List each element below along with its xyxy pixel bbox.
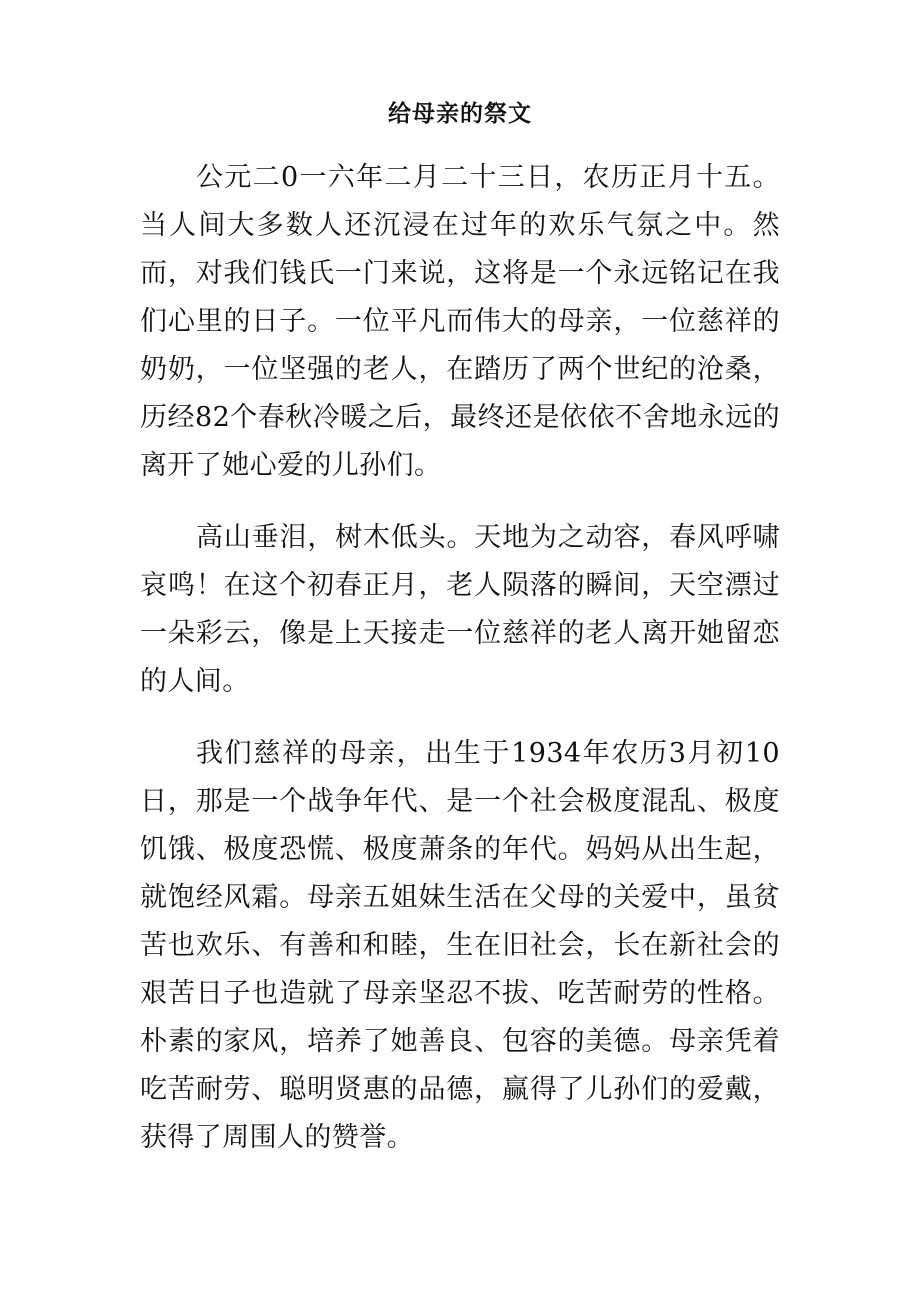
paragraph-3: 我们慈祥的母亲，出生于1934年农历3月初10日，那是一个战争年代、是一个社会极度混乱、极度饥饿、极度恐慌、极度萧条的年代。妈妈从出生起，就饱经风霜。母亲五姐妹生活在父母的关爱中，虽贫苦也欢乐、有善和和睦，生在旧社会，长在新社会的艰苦日子也造就了母亲坚忍不拔、吃苦耐劳的性格。朴素的家风，培养了她善良、包容的美德。母亲凭着吃苦耐劳、聪明贤惠的品德，赢得了儿孙们的爱戴，获得了周围人的赞誉。 xyxy=(140,738,780,1153)
paragraph-2: 高山垂泪，树木低头。天地为之动容，春风呼啸哀鸣！在这个初春正月，老人陨落的瞬间，天空漂过一朵彩云，像是上天接走一位慈祥的老人离开她留恋的人间。 xyxy=(140,522,780,697)
document-title: 给母亲的祭文 xyxy=(388,100,532,127)
document-body xyxy=(140,154,780,1162)
paragraph-1: 公元二0一六年二月二十三日，农历正月十五。当人间大多数人还沉浸在过年的欢乐气氛之中。然而，对我们钱氏一门来说，这将是一个永远铭记在我们心里的日子。一位平凡而伟大的母亲，一位慈祥的奶奶，一位坚强的老人，在踏历了两个世纪的沧桑，历经82个春秋冷暖之后，最终还是依依不舍地永远的离开了她心爱的儿孙们。 xyxy=(140,162,780,481)
